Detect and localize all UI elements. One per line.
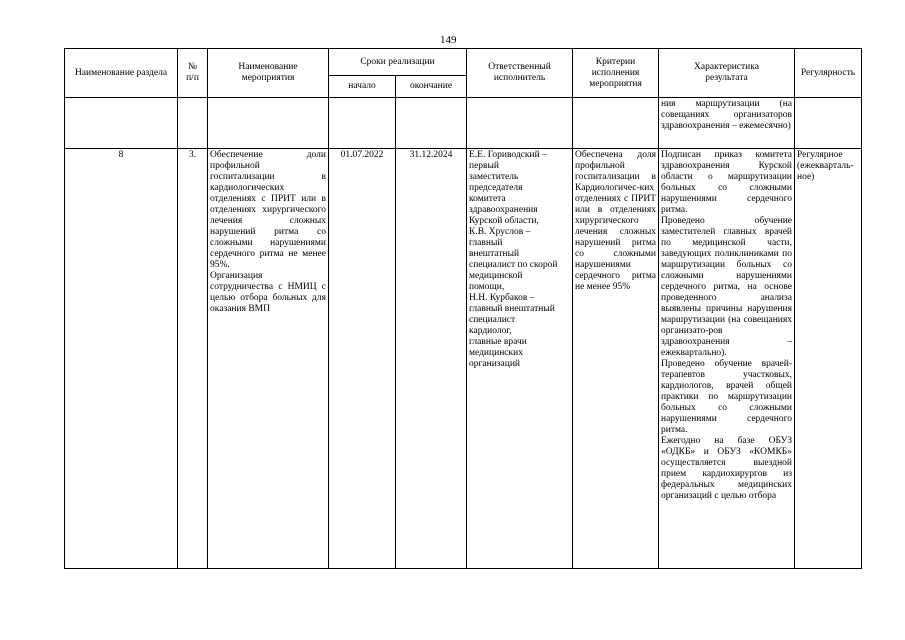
header-criteria: Критерии исполнения мероприятия [573,49,659,98]
cont-cell-event [208,98,329,149]
row-responsible: Е.Е. Гориводский – первый заместитель председателя комитета здравоохранения Курской области, К.В. Хруслов – главный внештатный специалист по скорой медицинской помощи, Н.Н. Курбаков – главный внештатный специалист кардиолог, главные врачи медицинских организаций [467,149,573,569]
header-row [65,49,862,76]
row-criteria: Обеспечена доля профильной госпитализации в Кардиологичес-ких отделениях с ПРИТ или в отделениях хирургического лечения сложных нарушений ритма со сложными нарушениями сердечного ритма не менее 95% [573,149,659,569]
cont-cell-start [329,98,396,149]
header-result: Характеристика результата [659,49,795,98]
cont-cell-result: ния маршрутизации (на совещаниях организаторов здравоохранения – ежемесячно) [659,98,795,149]
header-period: Сроки реализации [329,49,467,76]
row-number: 3. [178,149,208,569]
row-regularity: Регулярное (ежекварталь-ное) [795,149,862,569]
cont-cell-section [65,98,178,149]
row-end-date: 31.12.2024 [396,149,467,569]
table-row [65,149,862,569]
continuation-row [65,98,862,149]
row-result: Подписан приказ комитета здравоохранения Курской области о маршрутизации больных со сложными нарушениями сердечного ритма. Проведено обучение заместителей главных врачей по медицинской части, заведующих поликлиниками по маршрутизации больных со сложными нарушениями сердечного ритма, на основе проведенного анализа выявлены причины нарушения маршрутизации (на совещаниях организато-ров здравоохранения – ежеквартально). Проведено обучение врачей-терапевтов участковых, кардиологов, врачей общей практики по маршрутизации больных со сложными нарушениями сердечного ритма. Ежегодно на базе ОБУЗ «ОДКБ» и ОБУЗ «КОМКБ» осуществляется выездной прием кардиохирургов из федеральных медицинских организаций с целью отбора [659,149,795,569]
header-section-name: Наименование раздела [65,49,178,98]
header-regularity: Регулярность [795,49,862,98]
header-end: окончание [396,76,467,98]
measures-table [64,48,862,569]
cont-cell-criteria [573,98,659,149]
header-number: № п/п [178,49,208,98]
row-start-date: 01.07.2022 [329,149,396,569]
row-section: 8 [65,149,178,569]
header-event-name: Наименование мероприятия [208,49,329,98]
cont-cell-responsible [467,98,573,149]
cont-cell-end [396,98,467,149]
header-start: начало [329,76,396,98]
cont-cell-number [178,98,208,149]
header-responsible: Ответственный исполнитель [467,49,573,98]
page-number: 149 [440,34,457,46]
cont-cell-regularity [795,98,862,149]
row-event: Обеспечение доли профильной госпитализации в кардиологических отделениях с ПРИТ или в отделениях хирургического лечения сложных нарушений ритма со сложными нарушениями сердечного ритма не менее 95%. Организация сотрудничества с НМИЦ с целью отбора больных для оказания ВМП [208,149,329,569]
